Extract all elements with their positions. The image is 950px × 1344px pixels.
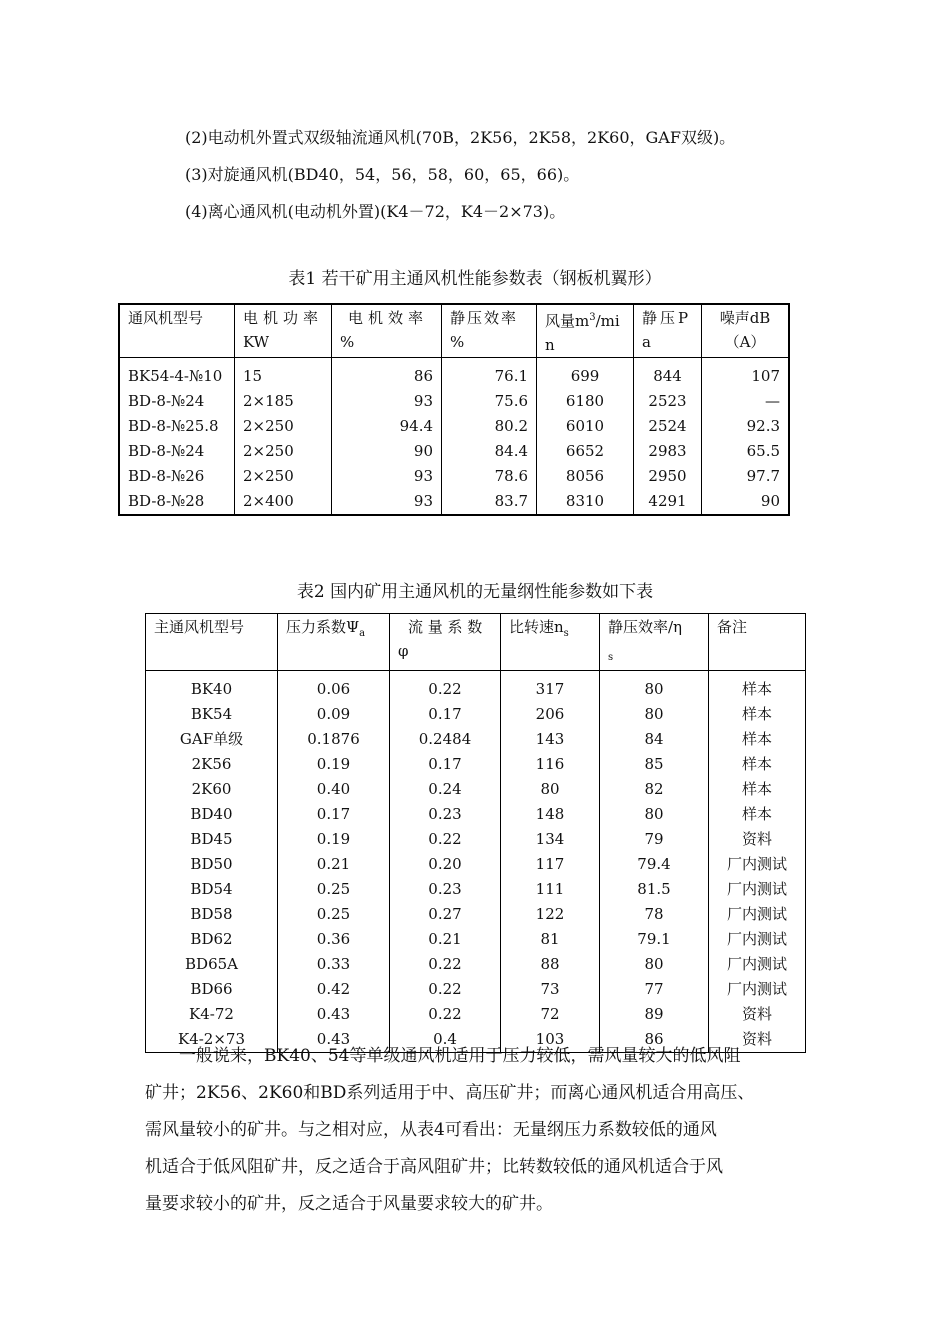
table-cell: 资料 — [709, 827, 806, 852]
table-cell: 90 — [702, 489, 790, 515]
table1-header-cell: 噪声dB （A） — [702, 304, 790, 358]
table-cell: — — [702, 389, 790, 414]
table-cell: 0.42 — [278, 977, 390, 1002]
table-row — [146, 671, 806, 703]
table-cell: GAF单级 — [146, 727, 278, 752]
table-cell: 0.06 — [278, 671, 390, 703]
table-cell: BD-8-№25.8 — [119, 414, 235, 439]
table-row — [119, 439, 789, 464]
table-cell: 117 — [501, 852, 600, 877]
table-cell: K4-72 — [146, 1002, 278, 1027]
table-cell: BD-8-№28 — [119, 489, 235, 515]
table-cell: 0.33 — [278, 952, 390, 977]
table-cell: 8056 — [537, 464, 634, 489]
table1-header-cell: 风量$m^3/mi$ n — [537, 304, 634, 358]
table-row — [119, 489, 789, 515]
table-cell: BD65A — [146, 952, 278, 977]
table-row — [119, 358, 789, 390]
table-cell: 134 — [501, 827, 600, 852]
table-cell: 0.4 — [390, 1027, 501, 1053]
table1-header-cell: 静压效率 % — [442, 304, 537, 358]
table2-header-cell: 流 量 系 数 φ — [390, 614, 501, 671]
table-cell: 0.22 — [390, 827, 501, 852]
table-cell: 样本 — [709, 727, 806, 752]
table-cell: 77 — [600, 977, 709, 1002]
table-cell: 0.43 — [278, 1002, 390, 1027]
table-cell: K4-2×73 — [146, 1027, 278, 1053]
table-cell: 8310 — [537, 489, 634, 515]
table-cell: 厂内测试 — [709, 852, 806, 877]
table-cell: 0.17 — [390, 752, 501, 777]
table-cell: 122 — [501, 902, 600, 927]
table-row — [146, 977, 806, 1002]
table-cell: 15 — [235, 358, 332, 390]
table2-header-cell: 比转速$n_s$ — [501, 614, 600, 671]
table-cell: 78.6 — [442, 464, 537, 489]
table-cell: BD-8-№26 — [119, 464, 235, 489]
table-cell: 样本 — [709, 777, 806, 802]
table-cell: 厂内测试 — [709, 877, 806, 902]
table-cell: 85 — [600, 752, 709, 777]
table-cell: 75.6 — [442, 389, 537, 414]
intro-line-2: (3)对旋通风机(BD40，54，56，58，60，65，66)。 — [185, 165, 580, 184]
table-cell: 0.22 — [390, 952, 501, 977]
table2-header-row — [146, 614, 806, 671]
table-cell: 2K56 — [146, 752, 278, 777]
table-cell: 206 — [501, 702, 600, 727]
table-cell: 81.5 — [600, 877, 709, 902]
table2-header-cell: 主通风机型号 — [146, 614, 278, 671]
table-cell: 0.24 — [390, 777, 501, 802]
table-cell: 89 — [600, 1002, 709, 1027]
table-cell: BK54 — [146, 702, 278, 727]
table-row — [119, 389, 789, 414]
table-cell: 116 — [501, 752, 600, 777]
table-cell: 样本 — [709, 671, 806, 703]
table-cell: 80 — [501, 777, 600, 802]
table-cell: BD62 — [146, 927, 278, 952]
paragraph-line: 需风量较小的矿井。与之相对应，从表4可看出：无量纲压力系数较低的通风 — [145, 1120, 717, 1140]
table-cell: 65.5 — [702, 439, 790, 464]
table-row — [146, 802, 806, 827]
table-cell: 844 — [634, 358, 702, 390]
table-cell: 厂内测试 — [709, 902, 806, 927]
table-cell: 0.25 — [278, 877, 390, 902]
table-cell: 0.23 — [390, 877, 501, 902]
table-cell: 厂内测试 — [709, 952, 806, 977]
table-cell: 79 — [600, 827, 709, 852]
table-cell: BK54-4-№10 — [119, 358, 235, 390]
table-cell: 80 — [600, 952, 709, 977]
table1-header-row — [119, 304, 789, 358]
table-cell: 97.7 — [702, 464, 790, 489]
table-cell: 资料 — [709, 1027, 806, 1053]
table-cell: 78 — [600, 902, 709, 927]
table-cell: 2×400 — [235, 489, 332, 515]
table2-header-cell: 静压效率/η $_s$ — [600, 614, 709, 671]
table-cell: 2×250 — [235, 464, 332, 489]
table-cell: 94.4 — [332, 414, 442, 439]
table-cell: 样本 — [709, 752, 806, 777]
table-cell: 2523 — [634, 389, 702, 414]
table-row — [146, 927, 806, 952]
table-cell: 厂内测试 — [709, 927, 806, 952]
table-cell: 2×185 — [235, 389, 332, 414]
table-cell: 84.4 — [442, 439, 537, 464]
table1-header-cell: 通风机型号 — [119, 304, 235, 358]
table-cell: 0.40 — [278, 777, 390, 802]
table-cell: 86 — [600, 1027, 709, 1053]
table-cell: 86 — [332, 358, 442, 390]
table-cell: BD40 — [146, 802, 278, 827]
table-cell: 148 — [501, 802, 600, 827]
table-cell: 0.25 — [278, 902, 390, 927]
table2-header-cell: 备注 — [709, 614, 806, 671]
table-cell: 2×250 — [235, 414, 332, 439]
table-cell: 6010 — [537, 414, 634, 439]
table-cell: 0.21 — [390, 927, 501, 952]
table-cell: 80 — [600, 702, 709, 727]
paragraph-line: 机适合于低风阻矿井，反之适合于高风阻矿井；比转数较低的通风机适合于风 — [145, 1157, 723, 1177]
table-cell: 0.19 — [278, 827, 390, 852]
intro-line-3: (4)离心通风机(电动机外置)(K4－72，K4－2×73)。 — [185, 202, 566, 221]
table-cell: 2983 — [634, 439, 702, 464]
table-cell: 76.1 — [442, 358, 537, 390]
table1-caption: 表1 若干矿用主通风机性能参数表（钢板机翼形） — [288, 269, 662, 289]
table-cell: 88 — [501, 952, 600, 977]
table-cell: 0.23 — [390, 802, 501, 827]
table-cell: 80 — [600, 802, 709, 827]
paragraph-line: 一般说来，BK40、54等单级通风机适用于压力较低，需风量较大的低风阻 — [145, 1046, 741, 1066]
table-cell: 79.4 — [600, 852, 709, 877]
table-cell: 0.22 — [390, 671, 501, 703]
table-cell: 90 — [332, 439, 442, 464]
table-cell: 92.3 — [702, 414, 790, 439]
table-cell: BD-8-№24 — [119, 389, 235, 414]
table-cell: BD66 — [146, 977, 278, 1002]
table-cell: 72 — [501, 1002, 600, 1027]
table-cell: 厂内测试 — [709, 977, 806, 1002]
table-cell: 2×250 — [235, 439, 332, 464]
table-row — [146, 702, 806, 727]
table-cell: BD54 — [146, 877, 278, 902]
table-cell: 6180 — [537, 389, 634, 414]
table-cell: 79.1 — [600, 927, 709, 952]
table-cell: 0.1876 — [278, 727, 390, 752]
table-cell: 83.7 — [442, 489, 537, 515]
table2-caption: 表2 国内矿用主通风机的无量纲性能参数如下表 — [296, 582, 654, 602]
table-cell: 资料 — [709, 1002, 806, 1027]
intro-line-1: (2)电动机外置式双级轴流通风机(70B，2K56，2K58，2K60，GAF双级)。 — [185, 128, 736, 147]
table-row — [146, 952, 806, 977]
table-cell: 4291 — [634, 489, 702, 515]
table-cell: 107 — [702, 358, 790, 390]
table-row — [146, 852, 806, 877]
table-cell: BD50 — [146, 852, 278, 877]
table-cell: 80 — [600, 671, 709, 703]
table-cell: 2524 — [634, 414, 702, 439]
table-cell: 0.43 — [278, 1027, 390, 1053]
table-row — [146, 777, 806, 802]
table-row — [146, 1002, 806, 1027]
table-cell: 699 — [537, 358, 634, 390]
table-cell: 0.22 — [390, 977, 501, 1002]
table-row — [146, 752, 806, 777]
table-cell: 143 — [501, 727, 600, 752]
table-row — [119, 464, 789, 489]
table-cell: 93 — [332, 489, 442, 515]
table-cell: 0.17 — [278, 802, 390, 827]
table-cell: 317 — [501, 671, 600, 703]
table-cell: 93 — [332, 464, 442, 489]
table2 — [145, 613, 806, 1053]
table-cell: 0.21 — [278, 852, 390, 877]
table-cell: 111 — [501, 877, 600, 902]
closing-paragraph — [145, 1038, 815, 1223]
table1-header-cell: 电机功率 KW — [235, 304, 332, 358]
paragraph-line: 矿井；2K56、2K60和BD系列适用于中、高压矿井；而离心通风机适合用高压、 — [145, 1083, 755, 1103]
table-cell: 样本 — [709, 702, 806, 727]
table-cell: 84 — [600, 727, 709, 752]
table-cell: 2950 — [634, 464, 702, 489]
table-cell: 82 — [600, 777, 709, 802]
table-cell: 103 — [501, 1027, 600, 1053]
table1-header-cell: 静压P a — [634, 304, 702, 358]
table-cell: BD-8-№24 — [119, 439, 235, 464]
table-row — [119, 414, 789, 439]
table-cell: BD45 — [146, 827, 278, 852]
table-cell: BD58 — [146, 902, 278, 927]
paragraph-line: 量要求较小的矿井，反之适合于风量要求较大的矿井。 — [145, 1194, 553, 1214]
table1-header-cell: 电机效率 % — [332, 304, 442, 358]
table-cell: 81 — [501, 927, 600, 952]
table-cell: 0.20 — [390, 852, 501, 877]
table-cell: 0.2484 — [390, 727, 501, 752]
table-cell: 93 — [332, 389, 442, 414]
table2-header-cell: 压力系数$\Psi_a$ — [278, 614, 390, 671]
table-cell: 0.27 — [390, 902, 501, 927]
table1 — [118, 303, 790, 516]
table-row — [146, 877, 806, 902]
table-cell: 73 — [501, 977, 600, 1002]
table-cell: 样本 — [709, 802, 806, 827]
table-cell: 0.19 — [278, 752, 390, 777]
table-row — [146, 727, 806, 752]
table-cell: 0.09 — [278, 702, 390, 727]
table-cell: 80.2 — [442, 414, 537, 439]
table-cell: 2K60 — [146, 777, 278, 802]
table-cell: 0.36 — [278, 927, 390, 952]
table-row — [146, 902, 806, 927]
table-cell: 0.22 — [390, 1002, 501, 1027]
table-cell: BK40 — [146, 671, 278, 703]
table-cell: 6652 — [537, 439, 634, 464]
table-cell: 0.17 — [390, 702, 501, 727]
table-row — [146, 827, 806, 852]
